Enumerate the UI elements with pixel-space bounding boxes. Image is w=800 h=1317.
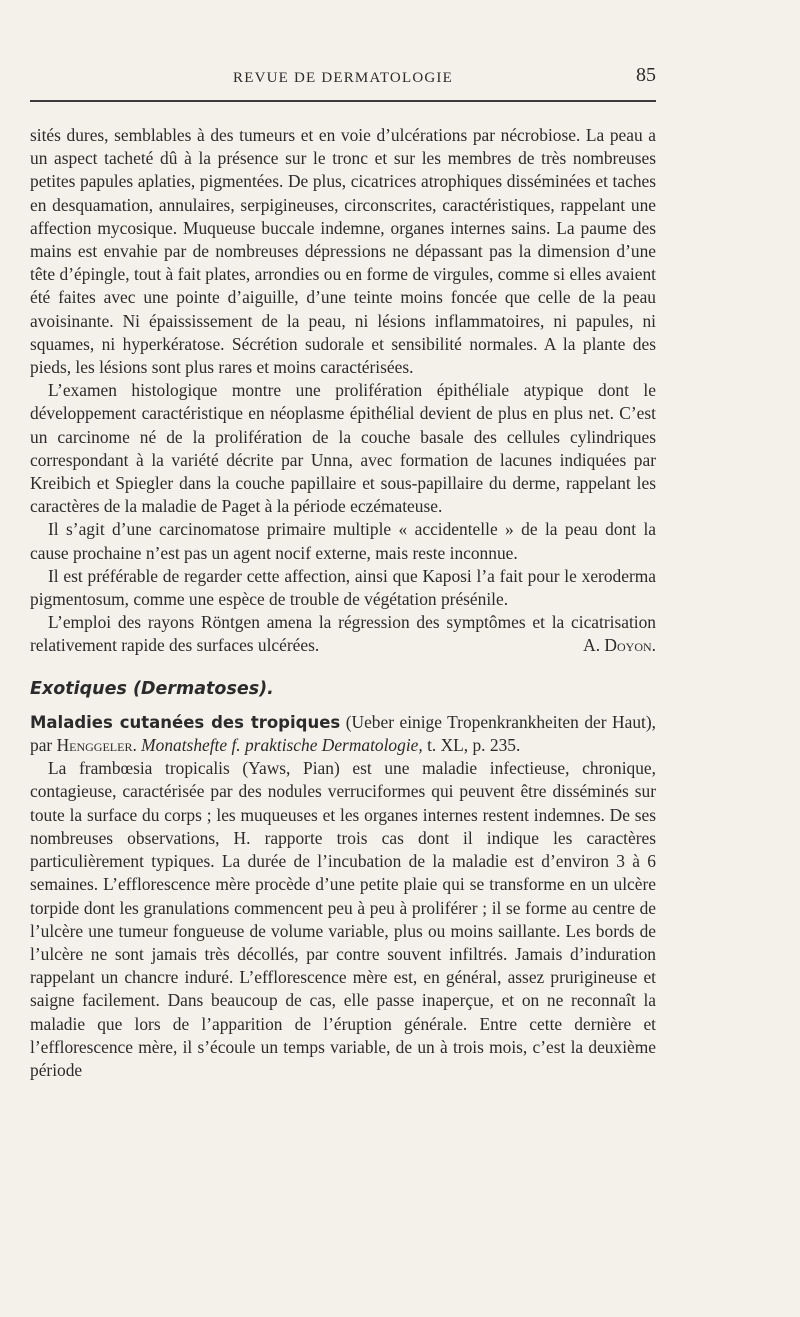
paragraph-4: Il est préférable de regarder cette affection, ainsi que Kaposi l’a fait pour le xeroderma pigmentosum, comme une espèce de trouble de végétation présénile. — [30, 565, 656, 610]
paragraph-3: Il s’agit d’une carcinomatose primaire multiple « accidentelle » de la peau dont la cause prochaine n’est pas un agent nocif externe, mais reste inconnue. — [30, 519, 656, 563]
article-author: Henggeler. — [56, 735, 137, 756]
paragraph-6: La frambœsia tropicalis (Yaws, Pian) est une maladie infectieuse, chronique, contagieuse, caractérisée par des nodules verruciformes qui peuvent être disséminés sur toute la surface du corps ; les muqueuses et les organes internes restent indemnes. De ses nombreuses observations, H. rapporte trois cas dont il indique les caractères particulièrement typiques. La durée de l’incubation de la maladie est d’environ 3 à 6 semaines. L’efflorescence mère procède d’une petite plaie qui se transforme en un ulcère torpide dont les granulations commencent peu à peu à proliférer ; il se forme au centre de l’ulcère une tumeur fongueuse de volume variable, plus ou moins saillante. Les bords de l’ulcère ne sont jamais très décollés, par contre souvent infiltrés. Jamais d’induration rappelant un chancre induré. L’efflorescence mère est, en général, assez prurigineuse et saigne facilement. Dans beaucoup de cas, elle passe inaperçue, et on ne reconnaît la maladie que lors de l’apparition de l’éruption générale. Entre cette dernière et l’efflorescence mère, il s’écoule un temps variable, de un à trois mois, c’est la deuxième période — [30, 758, 656, 1080]
signature: A. Doyon. — [583, 635, 656, 656]
article-journal: Monatshefte f. praktische Dermatologie, — [136, 735, 423, 756]
section-title: Exotiques (Dermatoses). — [30, 678, 274, 699]
article-subtitle: (Ueber einige Tropenkrankheiten der Haut), par — [30, 711, 656, 756]
article-reference: t. XL, p. 235. — [422, 735, 521, 756]
body-text — [30, 124, 656, 1082]
running-title: REVUE DE DERMATOLOGIE — [233, 70, 453, 86]
article-heading — [30, 711, 656, 757]
paragraph-5-text: L’emploi des rayons Röntgen amena la régression des symptômes et la cicatrisation relativement rapide des surfaces ulcérées. — [30, 612, 656, 656]
paragraph-1: sités dures, semblables à des tumeurs et en voie d’ulcérations par nécrobiose. La peau a un aspect tacheté dû à la présence sur le tronc et sur les membres de très nombreuses petites papules aplaties, pigmentées. De plus, cicatrices atrophiques disséminées et taches en desquamation, annulaires, serpigineuses, circonscrites, caractéristiques, rappelant une affection mycosique. Muqueuse buccale indemne, organes internes sains. La paume des mains est envahie par de nombreuses dépressions ne dépassant pas la dimension d’une tête d’épingle, tout à fait plates, arrondies ou en forme de virgules, comme si elles avaient été faites avec une pointe d’aiguille, d’une teinte moins foncée que celle de la peau avoisinante. Ni épaississement de la peau, ni lésions inflammatoires, ni papules, ni squames, ni hyperkératose. Sécrétion sudorale et sensibilité normales. A la plante des pieds, les lésions sont plus rares et moins caractérisées. — [30, 125, 656, 378]
header-rule — [30, 100, 656, 102]
page-header — [30, 62, 656, 92]
paragraph-5 — [30, 611, 656, 657]
page-number: 85 — [636, 64, 656, 86]
paragraph-2: L’examen histologique montre une prolifération épithéliale atypique dont le développement caractéristique en néoplasme épithélial devient de plus en plus net. C’est un carcinome né de la prolifération de la couche basale des cellules cylindriques correspondant à la variété décrite par Unna, avec formation de lacunes indiquées par Kreibich et Spiegler dans la couche papillaire et sous-papillaire du derme, rappelant les caractères de la maladie de Paget à la période eczémateuse. — [30, 380, 656, 517]
article-title: Maladies cutanées des tropiques — [30, 712, 341, 732]
